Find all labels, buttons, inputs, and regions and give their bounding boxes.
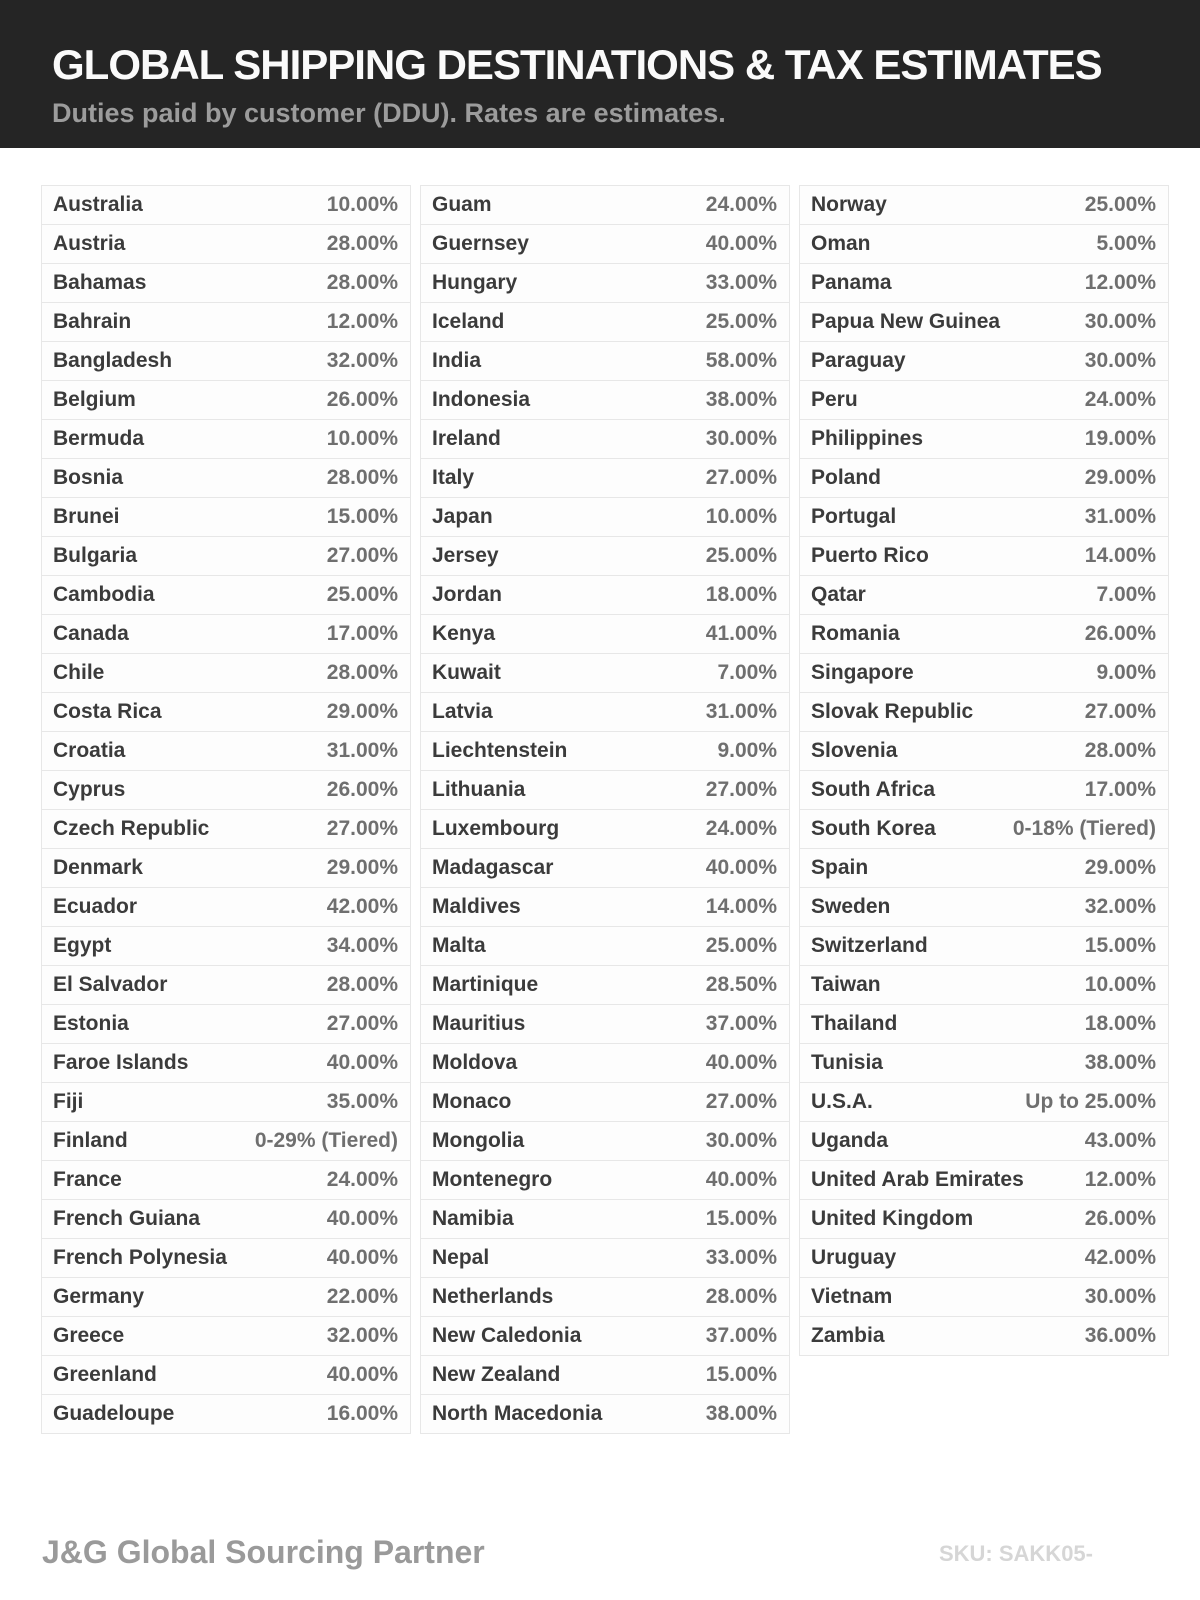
country-name: Bahrain	[53, 310, 132, 333]
tax-rate-value: 0-29% (Tiered)	[254, 1129, 398, 1152]
country-name: Madagascar	[432, 856, 554, 879]
country-name: Belgium	[53, 388, 136, 411]
sku-label: SKU: SAKK05-	[938, 1541, 1093, 1566]
country-name: Latvia	[432, 700, 493, 723]
tax-rate-value: 30.00%	[1084, 349, 1156, 372]
country-name: Poland	[811, 466, 882, 489]
table-row	[799, 302, 1169, 342]
country-name: Ireland	[432, 427, 501, 450]
country-name: Uganda	[811, 1129, 889, 1152]
country-name: El Salvador	[53, 973, 168, 996]
table-row	[41, 614, 411, 654]
country-name: Papua New Guinea	[811, 310, 1001, 333]
table-row	[420, 1121, 790, 1161]
tax-rate-value: 36.00%	[1084, 1324, 1156, 1347]
table-row	[41, 653, 411, 693]
tax-rate-value: 29.00%	[1084, 466, 1156, 489]
tax-rate-value: 31.00%	[1084, 505, 1156, 528]
tax-rate-value: 38.00%	[705, 388, 777, 411]
tax-rate-value: 14.00%	[1084, 544, 1156, 567]
country-name: Martinique	[432, 973, 539, 996]
table-row	[41, 809, 411, 849]
country-name: Lithuania	[432, 778, 526, 801]
country-name: Bulgaria	[53, 544, 138, 567]
country-name: Panama	[811, 271, 892, 294]
table-row	[41, 1004, 411, 1044]
tax-rate-value: 10.00%	[1084, 973, 1156, 996]
country-name: Spain	[811, 856, 869, 879]
country-name: Netherlands	[432, 1285, 554, 1308]
country-name: Guam	[432, 193, 492, 216]
table-row	[799, 965, 1169, 1005]
tax-rate-value: 27.00%	[705, 1090, 777, 1113]
table-row	[799, 224, 1169, 264]
country-name: Monaco	[432, 1090, 512, 1113]
table-row	[799, 1121, 1169, 1161]
country-name: Costa Rica	[53, 700, 162, 723]
table-row	[41, 224, 411, 264]
table-row	[420, 1394, 790, 1434]
country-name: Guernsey	[432, 232, 529, 255]
country-name: Slovenia	[811, 739, 898, 762]
tax-rate-value: 27.00%	[705, 466, 777, 489]
country-name: New Caledonia	[432, 1324, 582, 1347]
tax-rate-value: 34.00%	[326, 934, 398, 957]
tax-rate-value: 29.00%	[1084, 856, 1156, 879]
table-row	[41, 1394, 411, 1434]
tax-rate-value: 30.00%	[705, 1129, 777, 1152]
tax-rate-value: 28.00%	[705, 1285, 777, 1308]
tax-rate-value: 40.00%	[705, 232, 777, 255]
country-name: Portugal	[811, 505, 897, 528]
tax-rate-value: 17.00%	[326, 622, 398, 645]
table-row	[799, 1160, 1169, 1200]
country-name: Slovak Republic	[811, 700, 974, 723]
table-row	[41, 1160, 411, 1200]
country-name: Hungary	[432, 271, 518, 294]
table-row	[420, 1199, 790, 1239]
tax-rate-value: 40.00%	[326, 1051, 398, 1074]
tax-rate-value: 24.00%	[705, 193, 777, 216]
country-name: India	[432, 349, 482, 372]
table-row	[420, 809, 790, 849]
rates-table	[0, 148, 1200, 1434]
tax-rate-value: 26.00%	[326, 388, 398, 411]
table-row	[41, 380, 411, 420]
tax-rate-value: 28.00%	[326, 466, 398, 489]
country-name: United Kingdom	[811, 1207, 974, 1230]
table-row	[420, 458, 790, 498]
tax-rate-value: 27.00%	[705, 778, 777, 801]
table-row	[41, 1277, 411, 1317]
country-name: Indonesia	[432, 388, 531, 411]
tax-rate-value: 40.00%	[705, 1051, 777, 1074]
rates-column-1	[41, 185, 411, 1434]
country-name: Jersey	[432, 544, 499, 567]
country-name: Ecuador	[53, 895, 138, 918]
country-name: Uruguay	[811, 1246, 897, 1269]
tax-rate-value: Up to 25.00%	[1025, 1090, 1156, 1113]
table-row	[420, 1277, 790, 1317]
tax-rate-value: 10.00%	[326, 427, 398, 450]
country-name: Luxembourg	[432, 817, 560, 840]
table-row	[41, 1355, 411, 1395]
table-row	[41, 731, 411, 771]
country-name: Kenya	[432, 622, 496, 645]
table-row	[799, 887, 1169, 927]
table-row	[420, 575, 790, 615]
tax-rate-value: 37.00%	[705, 1324, 777, 1347]
tax-rate-value: 43.00%	[1084, 1129, 1156, 1152]
table-row	[799, 1004, 1169, 1044]
country-name: Zambia	[811, 1324, 885, 1347]
country-name: Cyprus	[53, 778, 126, 801]
tax-rate-value: 0-18% (Tiered)	[1012, 817, 1156, 840]
table-row	[41, 1121, 411, 1161]
tax-rate-value: 40.00%	[326, 1207, 398, 1230]
country-name: South Korea	[811, 817, 936, 840]
table-row	[799, 809, 1169, 849]
table-row	[799, 185, 1169, 225]
table-row	[420, 1160, 790, 1200]
table-row	[41, 341, 411, 381]
tax-rate-value: 22.00%	[326, 1285, 398, 1308]
tax-rate-value: 10.00%	[326, 193, 398, 216]
tax-rate-value: 15.00%	[705, 1363, 777, 1386]
tax-rate-value: 32.00%	[326, 1324, 398, 1347]
table-row	[420, 1004, 790, 1044]
country-name: Fiji	[53, 1090, 84, 1113]
country-name: Faroe Islands	[53, 1051, 189, 1074]
tax-rate-value: 27.00%	[1084, 700, 1156, 723]
country-name: Montenegro	[432, 1168, 553, 1191]
table-row	[799, 692, 1169, 732]
tax-rate-value: 27.00%	[326, 1012, 398, 1035]
rates-column-3	[799, 185, 1169, 1434]
tax-rate-value: 18.00%	[705, 583, 777, 606]
table-row	[41, 1199, 411, 1239]
tax-rate-value: 28.50%	[705, 973, 777, 996]
table-row	[799, 926, 1169, 966]
table-row	[420, 1316, 790, 1356]
table-row	[420, 536, 790, 576]
tax-rate-value: 28.00%	[326, 973, 398, 996]
country-name: Kuwait	[432, 661, 501, 684]
country-name: Cambodia	[53, 583, 155, 606]
country-name: Egypt	[53, 934, 112, 957]
tax-rate-value: 40.00%	[705, 1168, 777, 1191]
tax-rate-value: 29.00%	[326, 856, 398, 879]
table-row	[799, 1277, 1169, 1317]
tax-rate-value: 19.00%	[1084, 427, 1156, 450]
country-name: Bangladesh	[53, 349, 173, 372]
country-name: Mauritius	[432, 1012, 526, 1035]
country-name: United Arab Emirates	[811, 1168, 1024, 1191]
country-name: Nepal	[432, 1246, 490, 1269]
country-name: Finland	[53, 1129, 128, 1152]
tax-rate-value: 40.00%	[705, 856, 777, 879]
table-row	[41, 575, 411, 615]
tax-rate-value: 24.00%	[1084, 388, 1156, 411]
country-name: Germany	[53, 1285, 145, 1308]
tax-rate-value: 25.00%	[705, 310, 777, 333]
table-row	[420, 692, 790, 732]
country-name: Italy	[432, 466, 475, 489]
country-name: Jordan	[432, 583, 503, 606]
country-name: Czech Republic	[53, 817, 210, 840]
table-row	[420, 926, 790, 966]
country-name: Austria	[53, 232, 126, 255]
country-name: Peru	[811, 388, 858, 411]
tax-rate-value: 28.00%	[326, 271, 398, 294]
country-name: Bahamas	[53, 271, 147, 294]
table-row	[799, 770, 1169, 810]
table-row	[420, 1355, 790, 1395]
table-row	[420, 614, 790, 654]
tax-rate-value: 35.00%	[326, 1090, 398, 1113]
tax-rate-value: 28.00%	[326, 661, 398, 684]
country-name: Bosnia	[53, 466, 124, 489]
tax-rate-value: 9.00%	[717, 739, 777, 762]
country-name: Chile	[53, 661, 105, 684]
tax-rate-value: 42.00%	[1084, 1246, 1156, 1269]
tax-rate-value: 15.00%	[1084, 934, 1156, 957]
tax-rate-value: 33.00%	[705, 1246, 777, 1269]
country-name: Oman	[811, 232, 871, 255]
table-row	[799, 731, 1169, 771]
table-row	[41, 536, 411, 576]
table-row	[799, 1082, 1169, 1122]
tax-rate-value: 10.00%	[705, 505, 777, 528]
tax-rate-value: 18.00%	[1084, 1012, 1156, 1035]
country-name: Moldova	[432, 1051, 518, 1074]
tax-rate-value: 40.00%	[326, 1363, 398, 1386]
country-name: Vietnam	[811, 1285, 893, 1308]
country-name: North Macedonia	[432, 1402, 603, 1425]
country-name: Paraguay	[811, 349, 906, 372]
table-row	[799, 1043, 1169, 1083]
table-row	[799, 458, 1169, 498]
tax-rate-value: 16.00%	[326, 1402, 398, 1425]
table-row	[41, 1043, 411, 1083]
tax-rate-value: 32.00%	[1084, 895, 1156, 918]
brand-footer: J&G Global Sourcing Partner	[42, 1534, 485, 1570]
tax-rate-value: 41.00%	[705, 622, 777, 645]
tax-rate-value: 26.00%	[1084, 1207, 1156, 1230]
country-name: Bermuda	[53, 427, 145, 450]
tax-rate-value: 12.00%	[1084, 1168, 1156, 1191]
country-name: Croatia	[53, 739, 126, 762]
tax-rate-value: 15.00%	[705, 1207, 777, 1230]
country-name: Japan	[432, 505, 493, 528]
tax-rate-value: 40.00%	[326, 1246, 398, 1269]
table-row	[420, 965, 790, 1005]
table-row	[420, 731, 790, 771]
table-row	[41, 926, 411, 966]
tax-rate-value: 30.00%	[1084, 1285, 1156, 1308]
country-name: Romania	[811, 622, 900, 645]
country-name: Taiwan	[811, 973, 881, 996]
tax-rate-value: 28.00%	[326, 232, 398, 255]
country-name: Maldives	[432, 895, 521, 918]
table-row	[420, 419, 790, 459]
table-row	[799, 848, 1169, 888]
country-name: Sweden	[811, 895, 891, 918]
tax-rate-value: 14.00%	[705, 895, 777, 918]
country-name: U.S.A.	[811, 1090, 873, 1113]
page-subtitle: Duties paid by customer (DDU). Rates are estimates.	[52, 98, 726, 128]
tax-rate-value: 30.00%	[1084, 310, 1156, 333]
table-row	[41, 887, 411, 927]
country-name: Singapore	[811, 661, 914, 684]
country-name: Switzerland	[811, 934, 928, 957]
table-row	[420, 497, 790, 537]
table-row	[799, 614, 1169, 654]
table-row	[41, 1238, 411, 1278]
table-row	[41, 497, 411, 537]
table-row	[799, 653, 1169, 693]
tax-rate-value: 38.00%	[705, 1402, 777, 1425]
tax-rate-value: 25.00%	[1084, 193, 1156, 216]
table-row	[420, 1043, 790, 1083]
country-name: South Africa	[811, 778, 936, 801]
table-row	[420, 302, 790, 342]
table-row	[420, 1238, 790, 1278]
table-row	[799, 380, 1169, 420]
table-row	[420, 380, 790, 420]
table-row	[41, 848, 411, 888]
tax-rate-value: 17.00%	[1084, 778, 1156, 801]
country-name: French Polynesia	[53, 1246, 227, 1269]
table-row	[420, 224, 790, 264]
country-name: Greece	[53, 1324, 125, 1347]
country-name: Thailand	[811, 1012, 898, 1035]
country-name: Philippines	[811, 427, 924, 450]
tax-rate-value: 25.00%	[705, 544, 777, 567]
tax-rate-value: 15.00%	[326, 505, 398, 528]
table-row	[41, 185, 411, 225]
tax-rate-value: 24.00%	[705, 817, 777, 840]
country-name: Greenland	[53, 1363, 157, 1386]
table-row	[420, 887, 790, 927]
tax-rate-value: 27.00%	[326, 544, 398, 567]
tax-rate-value: 25.00%	[326, 583, 398, 606]
tax-rate-value: 9.00%	[1096, 661, 1156, 684]
table-row	[799, 1316, 1169, 1356]
country-name: Brunei	[53, 505, 120, 528]
tax-rate-value: 26.00%	[1084, 622, 1156, 645]
tax-rate-value: 31.00%	[326, 739, 398, 762]
tax-rate-value: 58.00%	[705, 349, 777, 372]
country-name: Tunisia	[811, 1051, 883, 1074]
country-name: France	[53, 1168, 122, 1191]
tax-rate-value: 25.00%	[705, 934, 777, 957]
table-row	[41, 1316, 411, 1356]
tax-rate-value: 27.00%	[326, 817, 398, 840]
table-row	[420, 341, 790, 381]
tax-rate-value: 26.00%	[326, 778, 398, 801]
tax-rate-value: 31.00%	[705, 700, 777, 723]
table-row	[420, 653, 790, 693]
tax-rate-value: 29.00%	[326, 700, 398, 723]
country-name: Liechtenstein	[432, 739, 568, 762]
country-name: Namibia	[432, 1207, 514, 1230]
tax-rate-value: 30.00%	[705, 427, 777, 450]
table-row	[799, 1199, 1169, 1239]
header-banner	[0, 0, 1200, 148]
tax-rate-value: 24.00%	[326, 1168, 398, 1191]
country-name: Malta	[432, 934, 486, 957]
page-title: GLOBAL SHIPPING DESTINATIONS & TAX ESTIMATES	[52, 41, 1102, 88]
country-name: New Zealand	[432, 1363, 561, 1386]
tax-rate-value: 33.00%	[705, 271, 777, 294]
country-name: Australia	[53, 193, 143, 216]
table-row	[420, 770, 790, 810]
table-row	[799, 536, 1169, 576]
table-row	[41, 263, 411, 303]
tax-rate-value: 7.00%	[1096, 583, 1156, 606]
table-row	[799, 1238, 1169, 1278]
country-name: Mongolia	[432, 1129, 525, 1152]
table-row	[420, 185, 790, 225]
country-name: Puerto Rico	[811, 544, 929, 567]
country-name: Norway	[811, 193, 887, 216]
tax-rate-value: 12.00%	[326, 310, 398, 333]
country-name: Canada	[53, 622, 129, 645]
country-name: Qatar	[811, 583, 866, 606]
table-row	[420, 263, 790, 303]
tax-rate-value: 42.00%	[326, 895, 398, 918]
table-row	[799, 419, 1169, 459]
table-row	[799, 575, 1169, 615]
rates-column-2	[420, 185, 790, 1434]
tax-rate-value: 38.00%	[1084, 1051, 1156, 1074]
table-row	[799, 341, 1169, 381]
table-row	[41, 419, 411, 459]
table-row	[41, 692, 411, 732]
table-row	[799, 497, 1169, 537]
table-row	[41, 1082, 411, 1122]
table-row	[41, 965, 411, 1005]
table-row	[420, 848, 790, 888]
table-row	[41, 302, 411, 342]
country-name: Denmark	[53, 856, 143, 879]
tax-rate-value: 37.00%	[705, 1012, 777, 1035]
tax-rate-value: 12.00%	[1084, 271, 1156, 294]
table-row	[41, 770, 411, 810]
tax-rate-value: 7.00%	[717, 661, 777, 684]
tax-rate-value: 5.00%	[1096, 232, 1156, 255]
tax-rate-value: 28.00%	[1084, 739, 1156, 762]
country-name: Iceland	[432, 310, 505, 333]
table-row	[41, 458, 411, 498]
country-name: Guadeloupe	[53, 1402, 175, 1425]
table-row	[799, 263, 1169, 303]
country-name: French Guiana	[53, 1207, 201, 1230]
tax-rate-value: 32.00%	[326, 349, 398, 372]
table-row	[420, 1082, 790, 1122]
country-name: Estonia	[53, 1012, 129, 1035]
